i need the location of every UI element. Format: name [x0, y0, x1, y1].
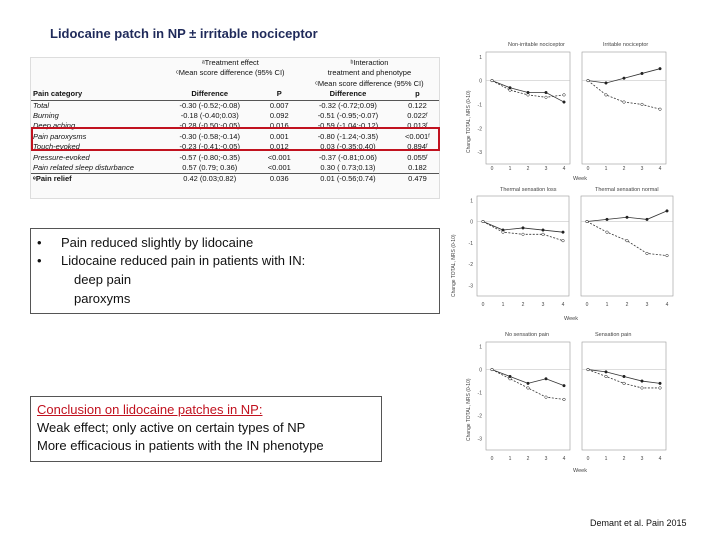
interaction-subheader: treatment and phenotype: [327, 68, 412, 78]
y-tick-label: 1: [470, 198, 473, 205]
plot-frame: [486, 52, 570, 164]
x-tick-label: 4: [562, 456, 566, 462]
bullet-sub-item: paroxyms: [74, 291, 131, 306]
data-point: [527, 94, 530, 97]
x-tick-label: 1: [604, 166, 608, 172]
figure-top: [460, 38, 700, 198]
y-axis-label: Change TOTAL, NRS (0-10): [466, 90, 472, 153]
data-point: [563, 398, 566, 401]
y-axis-label: Change TOTAL, NRS (0-10): [466, 378, 472, 441]
table-row: Pain paroxysms -0.30 (-0.58;-0.14) 0.001 -0.80 (-1.24;-0.35) <0.001ᶠ: [33, 131, 430, 141]
data-point: [491, 368, 494, 371]
treatment-effect-header: ᵃTreatment effect: [201, 58, 259, 67]
data-point: [666, 210, 669, 213]
conclusion-box: [30, 396, 382, 462]
column-header-category: Pain category: [31, 89, 161, 100]
x-tick-label: 3: [640, 166, 644, 172]
x-tick-label: 3: [640, 456, 644, 462]
interaction-subheader-2: ᶜMean score difference (95% CI): [315, 78, 424, 88]
data-point: [527, 387, 530, 390]
table-row: Burning -0.18 (-0.40;0.03) 0.092 -0.51 (-0.95;-0.07) 0.022ᶠ: [33, 111, 428, 121]
x-tick-label: 4: [561, 302, 565, 308]
data-point: [563, 384, 566, 387]
table-row: ᵉPain relief 0.42 (0.03;0.82) 0.036 0.01 (-0.56;0.74) 0.479: [31, 174, 439, 185]
y-tick-label: -3: [468, 283, 473, 290]
y-tick-label: -3: [477, 436, 482, 443]
y-tick-label: 1: [479, 54, 482, 61]
data-point: [623, 77, 626, 80]
plot-frame: [582, 52, 666, 164]
panel-title-right: Sensation pain: [595, 332, 632, 338]
y-axis-label: Change TOTAL, NRS (0-10): [451, 234, 457, 297]
data-point: [587, 79, 590, 82]
bullet-item: Lidocaine reduced pain in patients with IN:: [61, 253, 306, 268]
x-tick-label: 0: [481, 302, 485, 308]
conclusion-line: More efficacious in patients with the IN phenotype: [37, 438, 324, 453]
plot-frame: [582, 342, 666, 450]
data-point: [491, 79, 494, 82]
column-header-difference: Difference: [161, 89, 259, 100]
data-point: [562, 239, 565, 242]
panel-title-right: Irritable nociceptor: [603, 42, 649, 48]
y-tick-label: -1: [477, 102, 482, 109]
bullet-icon: •: [37, 235, 42, 250]
data-point: [522, 227, 525, 230]
data-point: [641, 387, 644, 390]
plot-frame: [477, 196, 569, 296]
data-point: [545, 96, 548, 99]
data-point: [623, 375, 626, 378]
y-tick-label: 0: [479, 78, 482, 85]
table-row: Deep aching -0.28 (-0.50;-0.05) 0.016 -0.59 (-1.04;-0.12) 0.013ᶠ: [33, 121, 428, 131]
data-point: [626, 216, 629, 219]
x-tick-label: 0: [490, 456, 494, 462]
column-header-p-2: p: [396, 89, 439, 100]
y-tick-label: -2: [468, 262, 473, 269]
slide-title: Lidocaine patch in NP ± irritable nociceptor: [50, 26, 318, 41]
column-header-difference-2: Difference: [300, 89, 396, 100]
x-tick-label: 0: [490, 166, 494, 172]
x-tick-label: 3: [544, 166, 548, 172]
table-row: Pain related sleep disturbance 0.57 (0.79; 0.36) <0.001 0.30 ( 0.73;0.13) 0.182: [33, 163, 427, 173]
plot-frame: [486, 342, 570, 450]
data-point: [606, 218, 609, 221]
y-tick-label: -3: [477, 150, 482, 157]
x-axis-label: Week: [573, 468, 587, 474]
data-point: [606, 231, 609, 234]
data-point: [605, 375, 608, 378]
data-point: [563, 101, 566, 104]
data-point: [626, 239, 629, 242]
interaction-header: ᵇInteraction: [350, 58, 389, 67]
data-point: [527, 382, 530, 385]
panel-title-left: Non-irritable nociceptor: [508, 42, 565, 48]
data-point: [542, 233, 545, 236]
series-line: [588, 370, 660, 388]
data-point: [522, 233, 525, 236]
data-point: [646, 218, 649, 221]
y-tick-label: 1: [479, 344, 482, 351]
panel-title-right: Thermal sensation normal: [595, 187, 659, 193]
bullet-box: [30, 228, 440, 314]
panel-title-left: No sensation pain: [505, 332, 550, 338]
column-header-p: P: [259, 89, 300, 100]
table-row: Pressure-evoked -0.57 (-0.80;-0.35) <0.001 -0.37 (-0.81;0.06) 0.055ᶠ: [33, 152, 428, 162]
x-tick-label: 1: [605, 302, 609, 308]
data-point: [605, 82, 608, 85]
plot-frame: [581, 196, 673, 296]
x-tick-label: 2: [526, 456, 530, 462]
x-tick-label: 1: [508, 166, 512, 172]
highlight-box: [31, 127, 440, 151]
figure-middle: [445, 182, 715, 322]
data-point: [659, 108, 662, 111]
y-tick-label: 0: [470, 219, 473, 226]
x-tick-label: 0: [586, 166, 590, 172]
x-axis-label: Week: [564, 316, 578, 322]
figure-bottom: [460, 326, 700, 476]
x-tick-label: 0: [586, 456, 590, 462]
x-tick-label: 1: [604, 456, 608, 462]
data-point: [482, 220, 485, 223]
data-point: [623, 101, 626, 104]
x-tick-label: 3: [544, 456, 548, 462]
table-row: Touch-evoked -0.23 (-0.41;-0.05) 0.012 0.03 (-0.35;0.40) 0.894ᶠ: [33, 142, 428, 152]
data-point: [666, 254, 669, 257]
conclusion-line: Weak effect; only active on certain types of NP: [37, 420, 306, 435]
data-point: [659, 387, 662, 390]
data-point: [646, 252, 649, 255]
x-tick-label: 2: [622, 456, 626, 462]
bullet-icon: •: [37, 253, 42, 268]
y-tick-label: 0: [479, 367, 482, 374]
data-point: [562, 231, 565, 234]
x-tick-label: 3: [541, 302, 545, 308]
table-row: Total -0.30 (-0.52;-0.08) 0.007 -0.32 (-0.72;0.09) 0.122: [33, 100, 427, 110]
data-point: [659, 67, 662, 70]
y-tick-label: -1: [468, 240, 473, 247]
x-tick-label: 1: [501, 302, 505, 308]
data-point: [586, 220, 589, 223]
data-point: [545, 396, 548, 399]
data-point: [641, 72, 644, 75]
series-line: [587, 222, 667, 256]
conclusion-heading: Conclusion on lidocaine patches in NP:: [37, 402, 263, 417]
y-tick-label: -1: [477, 390, 482, 397]
x-axis-label: Week: [573, 176, 587, 182]
x-tick-label: 0: [585, 302, 589, 308]
x-tick-label: 2: [625, 302, 629, 308]
data-point: [623, 382, 626, 385]
treatment-effect-subheader: ᶜMean score difference (95% CI): [176, 68, 285, 78]
x-tick-label: 4: [665, 302, 669, 308]
bullet-sub-item: deep pain: [74, 272, 132, 287]
y-tick-label: -2: [477, 126, 482, 133]
series-line: [588, 81, 660, 110]
x-tick-label: 2: [526, 166, 530, 172]
x-tick-label: 4: [658, 456, 662, 462]
panel-title-left: Thermal sensation loss: [500, 187, 557, 193]
y-tick-label: -2: [477, 413, 482, 420]
data-point: [563, 94, 566, 97]
data-point: [542, 229, 545, 232]
data-point: [641, 103, 644, 106]
data-point: [509, 377, 512, 380]
x-tick-label: 1: [508, 456, 512, 462]
x-tick-label: 2: [622, 166, 626, 172]
data-point: [605, 371, 608, 374]
data-point: [605, 94, 608, 97]
data-point: [545, 91, 548, 94]
data-point: [659, 382, 662, 385]
data-point: [509, 89, 512, 92]
x-tick-label: 2: [521, 302, 525, 308]
bullet-item: Pain reduced slightly by lidocaine: [61, 235, 254, 250]
citation: Demant et al. Pain 2015: [590, 518, 687, 528]
x-tick-label: 3: [645, 302, 649, 308]
x-tick-label: 4: [562, 166, 566, 172]
data-point: [502, 231, 505, 234]
data-point: [641, 380, 644, 383]
data-point: [587, 368, 590, 371]
x-tick-label: 4: [658, 166, 662, 172]
data-point: [545, 377, 548, 380]
